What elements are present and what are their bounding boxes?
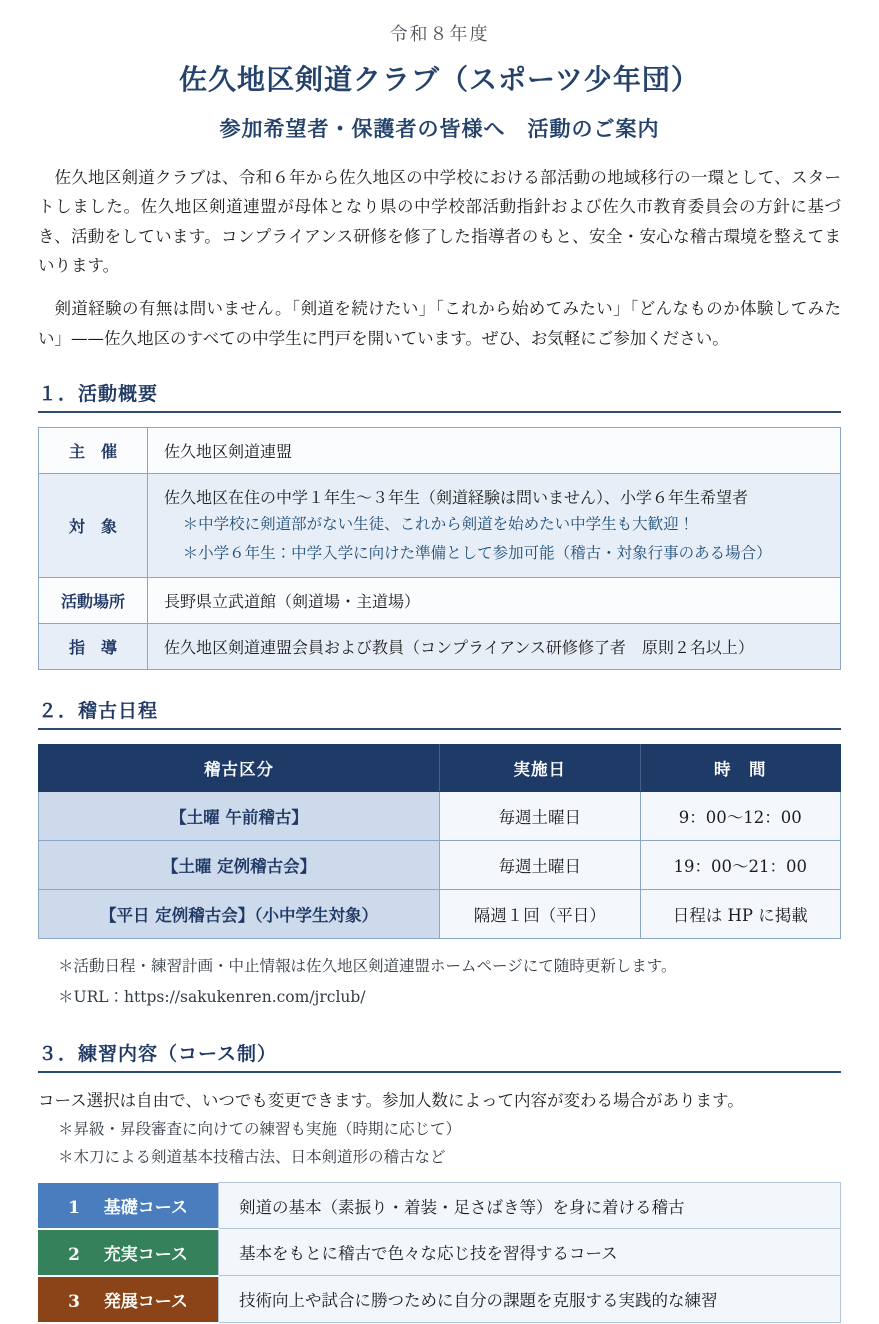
schedule-row-weekday: [39, 889, 841, 938]
course-row-intermediate: [38, 1229, 841, 1276]
section-2-heading: ２．稽古日程: [38, 696, 841, 730]
schedule-table: [38, 744, 841, 939]
column-header-category: 稽古区分: [39, 744, 440, 791]
row-value: 佐久地区剣道連盟会員および教員（コンプライアンス研修修了者 原則２名以上）: [148, 623, 841, 669]
course-name: 充実コース: [103, 1244, 188, 1265]
schedule-header-row: [39, 744, 841, 791]
course-number: 1: [68, 1197, 80, 1218]
schedule-notes: [58, 951, 841, 1013]
intro-paragraph-2: 剣道経験の有無は問いません。「剣道を続けたい」「これから始めてみたい」「どんなものか体験してみたい」——佐久地区のすべての中学生に門戸を開いています。ぜひ、お気軽にご参加ください。: [38, 299, 841, 348]
overview-row-target: [39, 474, 841, 578]
document-title: 佐久地区剣道クラブ（スポーツ少年団）: [179, 63, 700, 96]
target-main-text: 佐久地区在住の中学１年生～３年生（剣道経験は問いません）、小学６年生希望者: [164, 488, 749, 508]
row-label: 活動場所: [39, 577, 148, 623]
schedule-time: 19：00～21：00: [640, 840, 841, 889]
note-exam-practice: ＊昇級・昇段審査に向けての練習も実施（時期に応じて）: [58, 1119, 462, 1138]
schedule-time: 日程は HP に掲載: [640, 889, 841, 938]
course-badge-intermediate: [38, 1229, 219, 1276]
schedule-day: 毎週土曜日: [440, 840, 641, 889]
course-lead-text: コース選択は自由で、いつでも変更できます。参加人数によって内容が変わる場合があります。: [38, 1090, 744, 1110]
section-3-heading: ３．練習内容（コース制）: [38, 1039, 841, 1073]
overview-table: [38, 427, 841, 670]
course-number: 3: [68, 1291, 80, 1312]
target-note-2: ＊小学６年生：中学入学に向けた準備として参加可能（稽古・対象行事のある場合）: [182, 543, 772, 562]
course-description: 基本をもとに稽古で色々な応じ技を習得するコース: [219, 1229, 841, 1276]
schedule-category: 【平日 定例稽古会】（小中学生対象）: [39, 889, 440, 938]
column-header-time: 時 間: [640, 744, 841, 791]
schedule-category: 【土曜 午前稽古】: [39, 791, 440, 840]
course-badge-advanced: [38, 1276, 219, 1323]
course-table: [38, 1182, 841, 1324]
section-1-heading: １．活動概要: [38, 379, 841, 413]
row-value: 長野県立武道館（剣道場・主道場）: [148, 577, 841, 623]
target-note-1: ＊中学校に剣道部がない生徒、これから剣道を始めたい中学生も大歓迎！: [182, 515, 695, 534]
schedule-day: 毎週土曜日: [440, 791, 641, 840]
course-number: 2: [68, 1244, 80, 1265]
column-header-day: 実施日: [440, 744, 641, 791]
schedule-row-saturday-morning: [39, 791, 841, 840]
schedule-row-saturday-evening: [39, 840, 841, 889]
course-notes: [58, 1115, 841, 1172]
course-description: 剣道の基本（素振り・着装・足さばき等）を身に着ける稽古: [219, 1183, 841, 1229]
course-name: 発展コース: [103, 1291, 188, 1312]
document-subtitle: 参加希望者・保護者の皆様へ 活動のご案内: [219, 116, 660, 141]
course-row-advanced: [38, 1276, 841, 1323]
note-update-info: ＊活動日程・練習計画・中止情報は佐久地区剣道連盟ホームページにて随時更新します。: [58, 956, 677, 975]
overview-row-instructors: [39, 623, 841, 669]
overview-row-organizer: [39, 428, 841, 474]
course-description: 技術向上や試合に勝つために自分の課題を克服する実践的な練習: [219, 1276, 841, 1323]
row-value: [148, 474, 841, 578]
course-badge-basic: [38, 1183, 219, 1229]
schedule-time: 9：00～12：00: [640, 791, 841, 840]
row-value: 佐久地区剣道連盟: [148, 428, 841, 474]
row-label: 対 象: [39, 474, 148, 578]
schedule-category: 【土曜 定例稽古会】: [39, 840, 440, 889]
note-url: ＊URL：https://sakukenren.com/jrclub/: [58, 987, 366, 1006]
note-bokuto-kata: ＊木刀による剣道基本技稽古法、日本剣道形の稽古など: [58, 1148, 446, 1167]
intro-paragraph-1: 佐久地区剣道クラブは、令和６年から佐久地区の中学校における部活動の地域移行の一環として、スタートしました。佐久地区剣道連盟が母体となり県の中学校部活動指針および佐久市教育委員会の方針に基づき、活動をしています。コンプライアンス研修を修了した指導者のもと、安全・安心な稽古環境を整えてまいります。: [38, 168, 842, 276]
course-name: 基礎コース: [103, 1197, 188, 1218]
schedule-day: 隔週１回（平日）: [440, 889, 641, 938]
fiscal-year-label: 令和８年度: [389, 24, 490, 45]
row-label: 主 催: [39, 428, 148, 474]
row-label: 指 導: [39, 623, 148, 669]
overview-row-place: [39, 577, 841, 623]
course-row-basic: [38, 1183, 841, 1229]
